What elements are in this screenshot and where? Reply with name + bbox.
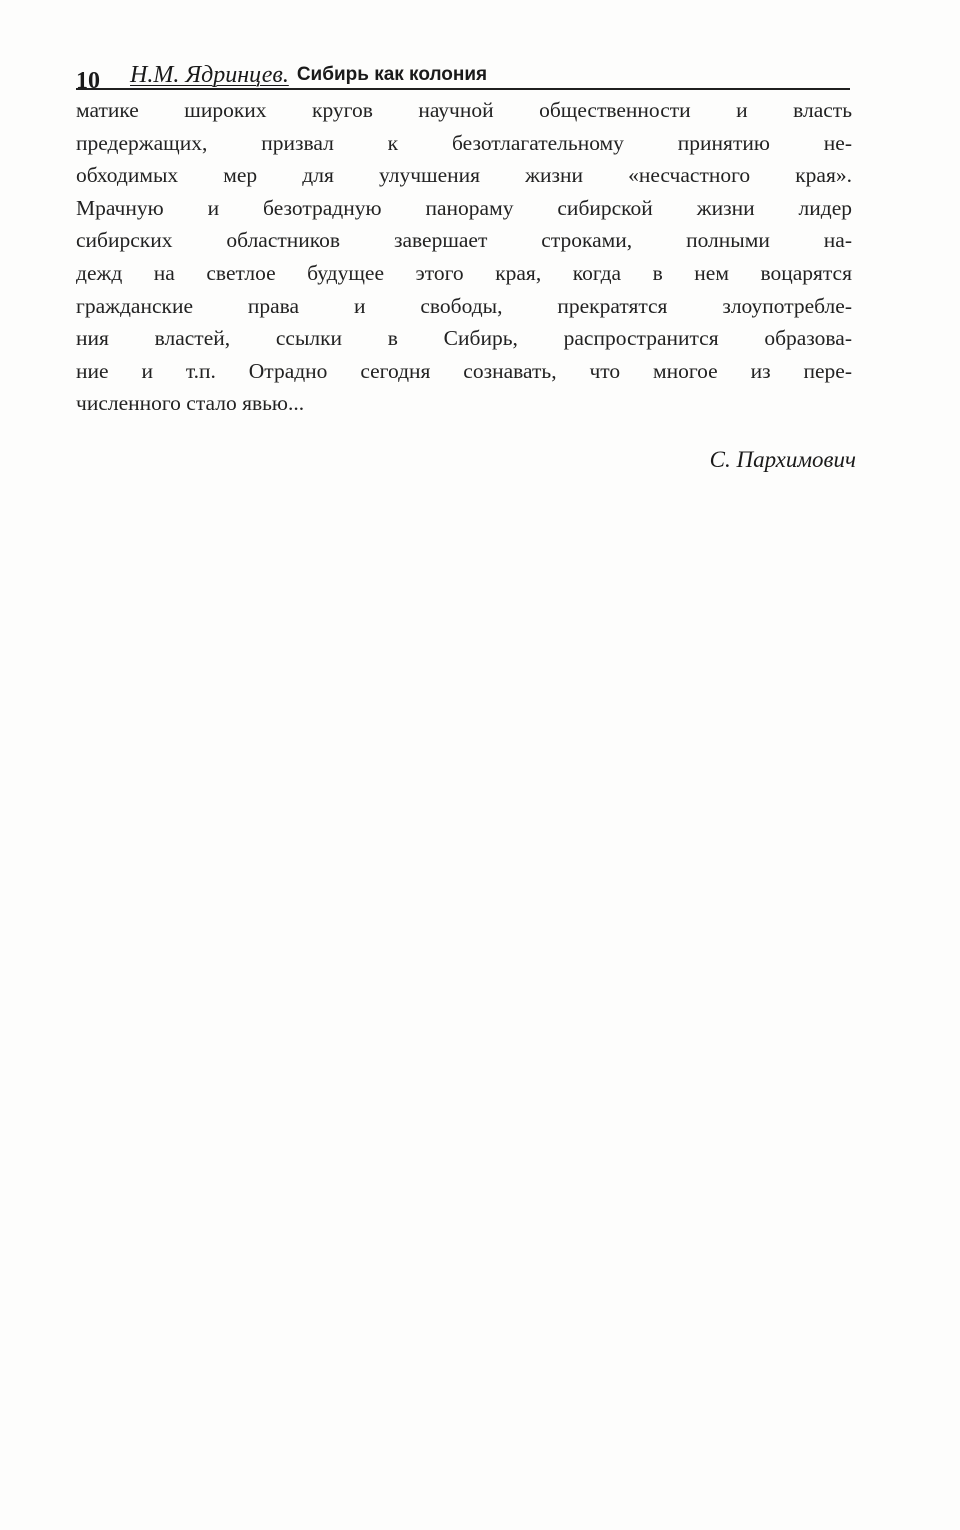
text-line: сибирских областников завершает строками, полными на- (76, 228, 852, 253)
text-line: ния властей, ссылки в Сибирь, распространится образова- (76, 326, 852, 351)
body-paragraph (76, 94, 852, 420)
text-line: матике широких кругов научной общественности и власть (76, 98, 852, 122)
text-line: Мрачную и безотрадную панораму сибирской жизни лидер (76, 195, 852, 220)
author-signature: С. Пархимович (709, 447, 856, 472)
text-line: ние и т.п. Отрадно сегодня сознавать, что многое из пере- (76, 358, 852, 383)
page-number: 10 (76, 68, 100, 94)
text-line: дежд на светлое будущее этого края, когда в нем воцарятся (76, 260, 852, 285)
text-line: численного стало явью... (76, 391, 305, 416)
text-line: предержащих, призвал к безотлагательному принятию не- (76, 130, 852, 155)
text-line: гражданские права и свободы, прекратятся злоупотребле- (76, 293, 852, 318)
header-title: Сибирь как колония (296, 64, 488, 85)
running-header (76, 58, 850, 94)
text-line: обходимых мер для улучшения жизни «несчастного края». (76, 163, 852, 188)
header-author: Н.М. Ядринцев. (130, 62, 289, 88)
